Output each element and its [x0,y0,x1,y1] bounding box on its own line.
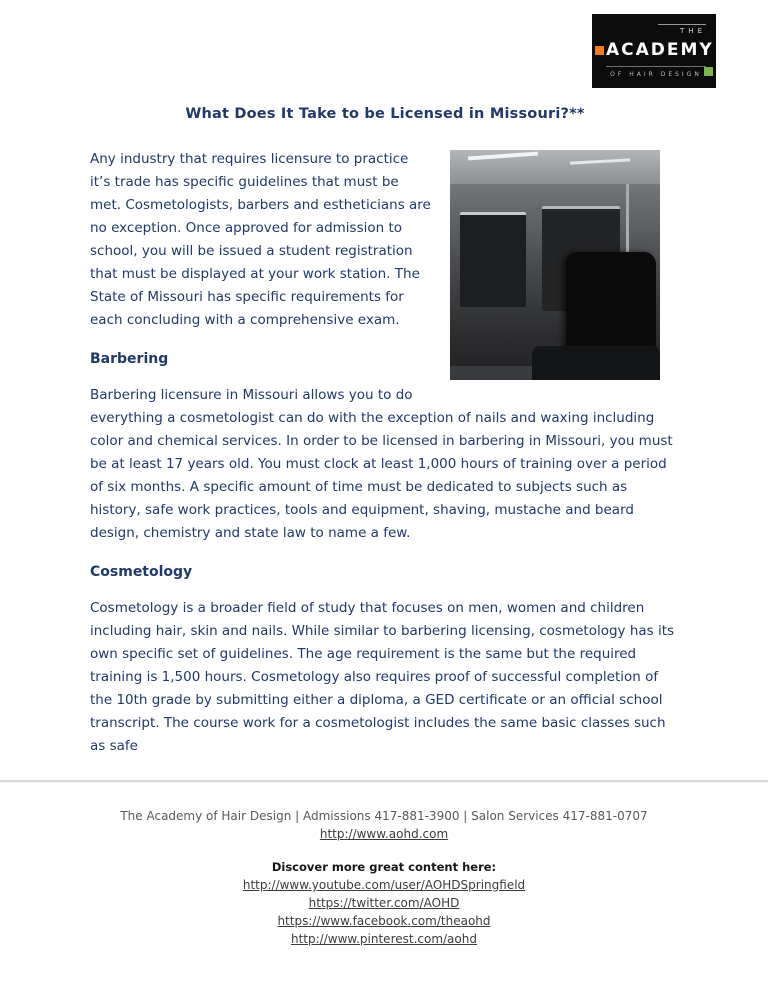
logo-orange-square [595,46,604,55]
page-footer [0,783,768,994]
discover-heading: Discover more great content here: [271,860,497,874]
photo-barber-chair-shape [532,346,660,380]
section-heading-cosmetology: Cosmetology [90,564,193,580]
aohd-site-link[interactable]: http://www.aohd.com [319,827,449,841]
logo-tagline: OF HAIR DESIGN [606,66,706,78]
section-heading-barbering: Barbering [90,351,169,367]
logo-green-square [704,67,713,76]
footer-contact-line: The Academy of Hair Design | Admissions 417-881-3900 | Salon Services 417-881-0707 [120,809,648,823]
twitter-link[interactable]: https://twitter.com/AOHD [308,896,460,910]
facebook-link[interactable]: https://www.facebook.com/theaohd [277,914,491,928]
intro-paragraph: Any industry that requires licensure to practice it’s trade has specific guidelines that must be met. Cosmetologists, barbers and estheticians are no exception. Once approved for admission to school, you will be issued a student registration that must be displayed at your work station. The State of Missouri has specific requirements for each concluding with a comprehensive exam. [90,151,431,328]
youtube-link[interactable]: http://www.youtube.com/user/AOHDSpringfield [242,878,526,892]
article-content [90,148,680,758]
pinterest-link[interactable]: http://www.pinterest.com/aohd [291,932,477,946]
logo-the-text: THE [658,24,706,35]
academy-of-hair-design-logo [592,14,716,88]
photo-cabinet-shape [460,212,526,307]
photo-barber-chair-shape [566,252,656,352]
logo-wordmark: ACADEMY [606,40,714,60]
barbershop-photo [450,150,660,380]
page-title: What Does It Take to be Licensed in Missouri?** [185,106,585,122]
section-paragraph-cosmetology: Cosmetology is a broader field of study that focuses on men, women and children including hair, skin and nails. While similar to barbering licensing, cosmetology has its own specific set of guidelines. The age requirement is the same but the required training is 1,500 hours. Cosmetology also requires proof of successful completion of the 10th grade by submitting either a diploma, a GED certificate or an official school transcript. The course work for a cosmetologist includes the same basic classes such as safe [90,600,675,754]
section-paragraph-barbering: Barbering licensure in Missouri allows you to do everything a cosmetologist can do with the exception of nails and waxing including color and chemical services. In order to be licensed in barbering in Missouri, you must be at least 17 years old. You must clock at least 1,000 hours of training over a period of six months. A specific amount of time must be dedicated to subjects such as history, safe work practices, tools and equipment, shaving, mustache and beard design, chemistry and state law to name a few. [90,387,673,541]
